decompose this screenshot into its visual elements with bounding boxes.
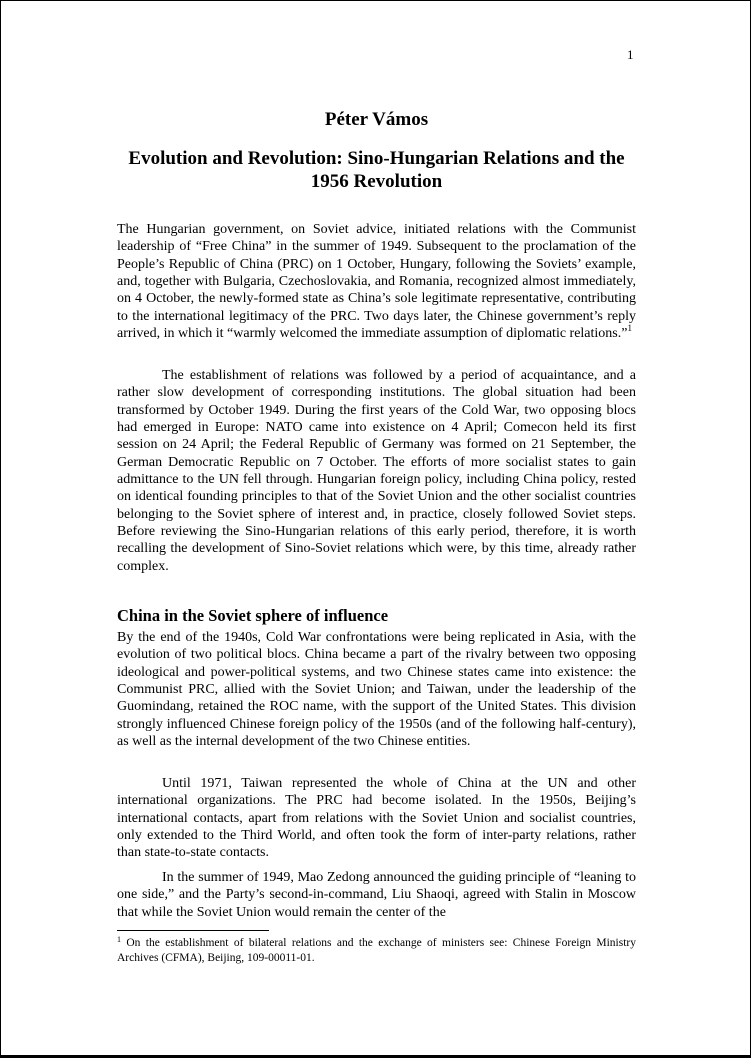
footnote-reference: 1 — [627, 323, 632, 334]
paper-title: Evolution and Revolution: Sino-Hungarian Relations and the 1956 Revolution — [128, 148, 625, 192]
author-name: Péter Vámos — [324, 109, 429, 130]
body-text-block — [117, 367, 636, 575]
section-heading: China in the Soviet sphere of influence — [117, 606, 389, 625]
footnote-marker: 1 — [117, 935, 121, 944]
footnote — [117, 936, 636, 966]
paragraph: In the summer of 1949, Mao Zedong announced the guiding principle of “leaning to one side,” and the Party’s second-in-command, Liu Shaoqi, agreed with Stalin in Moscow that while the Soviet Union would remain the center of the — [117, 870, 636, 920]
body-text-block — [117, 775, 636, 862]
paragraph — [117, 221, 636, 342]
body-text-block — [117, 629, 636, 750]
paragraph: Until 1971, Taiwan represented the whole of China at the UN and other international organizations. The PRC had become isolated. In the 1950s, Beijing’s international contacts, apart from relations with the Soviet Union and socialist countries, only extended to the Third World, and often took the form of inter-party relations, rather than state-to-state contacts. — [117, 776, 636, 861]
paragraph: The establishment of relations was followed by a period of acquaintance, and a rather slow development of corresponding institutions. The global situation had been transformed by October 1949. During the first years of the Cold War, two opposing blocs had emerged in Europe: NATO came into existence on 4 April; Comecon held its first session on 24 April; the Federal Republic of Germany was formed on 21 September, the German Democratic Republic on 7 October. The efforts of more socialist states to gain admittance to the UN fell through. Hungarian foreign policy, including China policy, rested on identical founding principles to that of the Soviet Union and the other socialist countries belonging to the Soviet sphere of interest and, in practice, closely followed Soviet steps. Before reviewing the Sino-Hungarian relations of this early period, therefore, it is worth recalling the development of Sino-Soviet relations which were, by this time, already rather complex. — [117, 368, 636, 574]
paragraph-text: The Hungarian government, on Soviet advice, initiated relations with the Communist leadership of “Free China” in the summer of 1949. Subsequent to the proclamation of the People’s Republic of China (PRC) on 1 October, Hungary, following the Soviets’ example, and, together with Bulgaria, Czechoslovakia, and Romania, recognized almost immediately, on 4 October, the newly-formed state as China’s sole legitimate representative, contributing to the international legitimacy of the PRC. Two days later, the Chinese government’s reply arrived, in which it “warmly welcomed the immediate assumption of diplomatic relations.” — [117, 222, 636, 342]
footnote-divider — [117, 930, 269, 931]
paragraph: By the end of the 1940s, Cold War confrontations were being replicated in Asia, with the evolution of two political blocs. China became a part of the rivalry between two opposing ideological and power-political systems, and two Chinese states came into existence: the Communist PRC, allied with the Soviet Union; and Taiwan, under the leadership of the Guomindang, retained the ROC name, with the support of the United States. This division strongly influenced Chinese foreign policy of the 1950s (and of the following half-century), as well as the internal development of the two Chinese entities. — [117, 630, 636, 750]
page-number: 1 — [627, 47, 634, 62]
body-text-block — [117, 869, 636, 921]
footnote-text: On the establishment of bilateral relations and the exchange of ministers see: Chinese Foreign Ministry Archives (CFMA), Beijing, 109-00011-01. — [117, 937, 636, 964]
body-text-block — [117, 221, 636, 342]
